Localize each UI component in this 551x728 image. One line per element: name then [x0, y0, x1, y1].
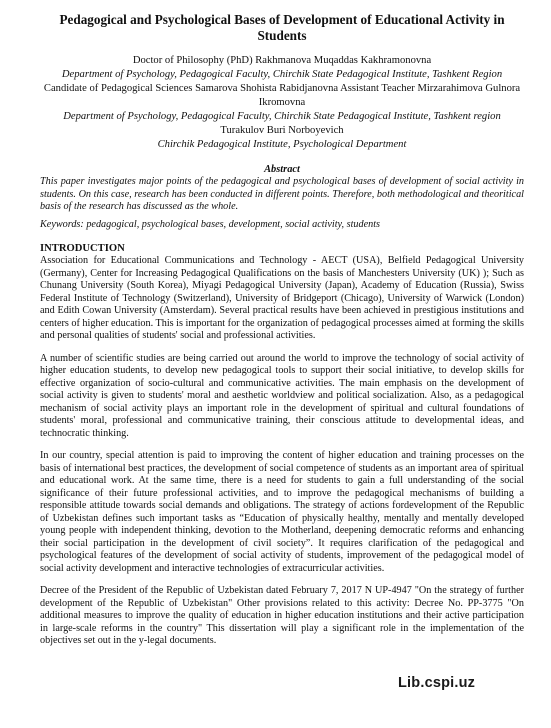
keywords-label: Keywords — [40, 218, 81, 230]
body-paragraph-2: A number of scientific studies are being carried out around the world to improve the technology of social activity of higher education students, to develop new pedagogical tools to support their social initiative, to develop skills for effective organization of socio-cultural and communicative activities. The main emphasis on the development of social activity is given to students' moral and aesthetic worldview and political socialization. Also, as a pedagogical mechanism of social activity plays an important role in the development of spiritual and cultural foundations of students' moral, professional and communicative training, their conscious attitude to developmental ideas, and technocratic thinking. — [40, 352, 524, 439]
abstract-text: This paper investigates major points of the pedagogical and psychological bases of development of social activity in students. On this case, research has been conducted in different points. Therefore, both methodological and theoritical basis of the research has discussed as the whole. — [40, 176, 524, 212]
keywords-colon: : — [80, 218, 87, 230]
body-paragraph-1: Association for Educational Communications and Technology - AECT (USA), Belfield Pedagogical University (Germany), Center for Increasing Pedagogical Qualifications on the basis of Manchesters University (UK) ); Such as Chunang University (South Korea), Miyagi Pedagogical University (Japan), Academy of Education (Russia), Swiss Federal Institute of Technology (Switzerland), University of Bridgeport (Chicago), University of Warwick (London) and Edith Cowan University (Amsterdam). Several practical results have been achieved in prestigious institutions and centers of higher education. This is important for the organization of pedagogical processes aimed at forming the skills and personal qualities of students' social and professional activities. — [40, 255, 524, 341]
affiliation-1: Department of Psychology, Pedagogical Faculty, Chirchik State Pedagogical Institute, Tashkent Region — [61, 69, 503, 80]
section-heading-introduction: INTRODUCTION — [40, 243, 125, 254]
paper-page — [40, 12, 524, 658]
paper-title: Pedagogical and Psychological Bases of Development of Educational Activity in Students — [59, 12, 505, 43]
affiliation-3: Chirchik Pedagogical Institute, Psychological Department — [157, 139, 407, 150]
abstract-heading: Abstract — [264, 164, 300, 175]
affiliation-2: Department of Psychology, Pedagogical Faculty, Chirchik State Pedagogical Institute, Tashkent region — [63, 111, 501, 122]
body-paragraph-4: Decree of the President of the Republic of Uzbekistan dated February 7, 2017 N UP-4947 "On the strategy of further development of the Republic of Uzbekistan" Other provisions related to this activity: Decree No. PP-3775 "On additional measures to improve the quality of education in higher education institutions and their active participation in large-scale reforms in the country" This dissertation will play a significant role in the implementation of the objectives set out in the y-legal documents. — [40, 585, 524, 646]
keywords-line — [40, 219, 524, 232]
author-3: Turakulov Buri Norboyevich — [220, 125, 344, 136]
keywords-text: pedagogical, psychological bases, development, social activity, students — [86, 218, 381, 230]
author-1: Doctor of Philosophy (PhD) Rakhmanova Muqaddas Kakhramonovna — [132, 55, 432, 66]
watermark-logo: Lib.cspi.uz — [398, 675, 476, 691]
author-2: Candidate of Pedagogical Sciences Samarova Shohista Rabidjanovna Assistant Teacher Mirzarahimova Gulnora Ikromovna — [43, 83, 521, 108]
body-paragraph-3: In our country, special attention is paid to improving the content of higher education and training processes on the basis of international best practices, the development of social competence of students as an important area of spiritual and educational work. At the same time, there is a need for students to gain a full understanding of the social significance of their future professional activities, and to improve the pedagogical mechanisms of building a responsible attitude towards social demands and obligations. The strategy of actions fordevelopment of the Republic of Uzbekistan defines such important tasks as “Education of physically healthy, mentally and mentally developed young people with independent thinking, devotion to the Motherland, deepening democratic reforms and enhancing their social participation in the development of civil society”. It requires clarification of the pedagogical and psychological features of the development of social activity of students, improvement of the pedagogical model of social activity development and interactive technologies of extracurricular activities. — [40, 450, 524, 574]
